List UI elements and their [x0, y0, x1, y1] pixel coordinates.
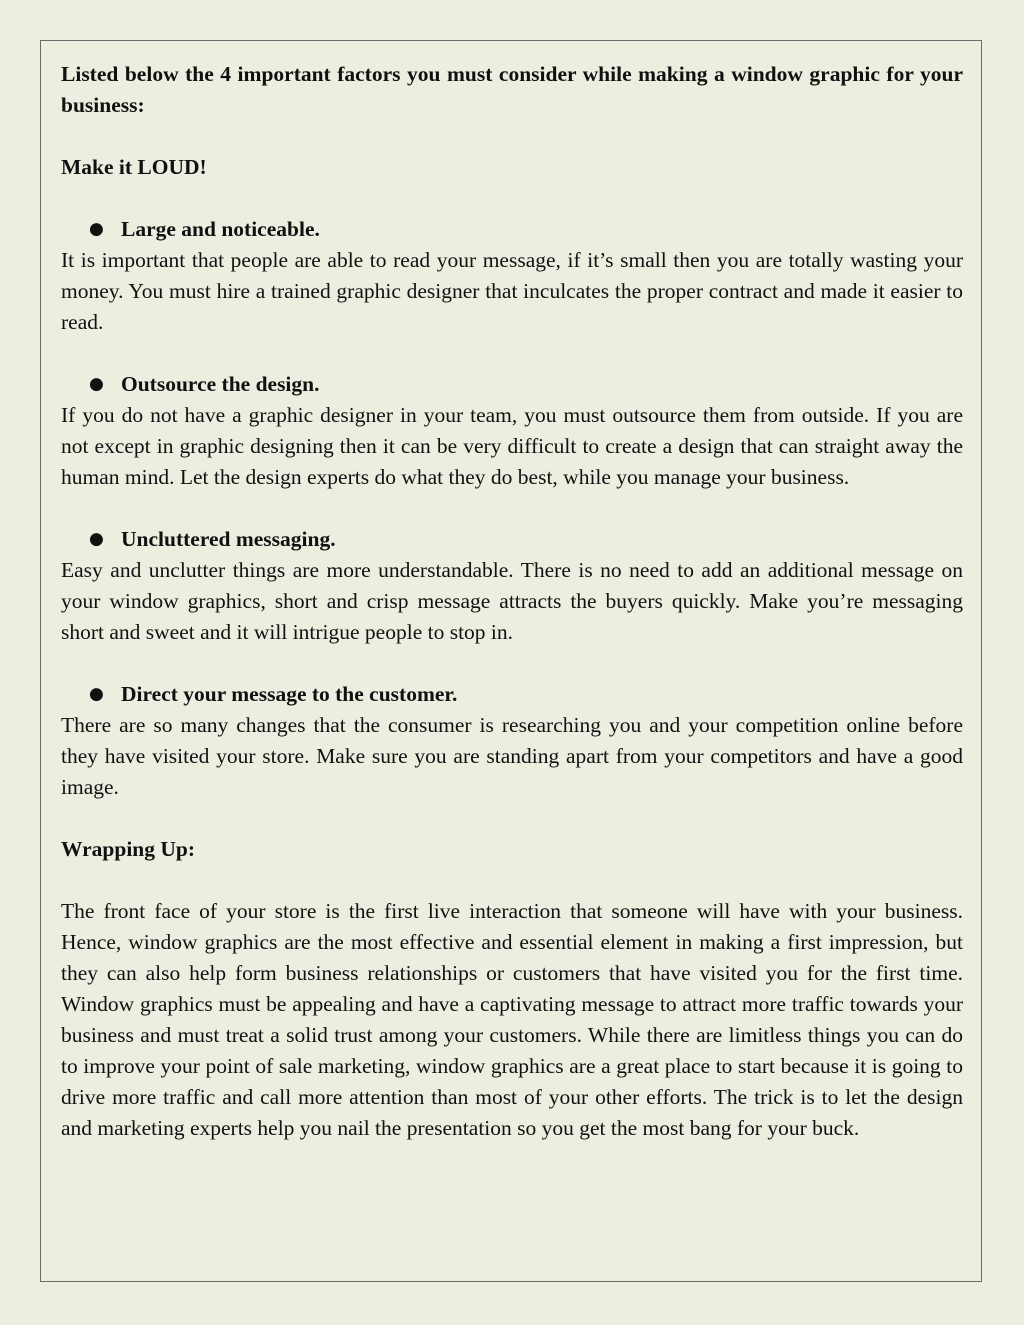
heading-make-it-loud: Make it LOUD!: [61, 155, 207, 179]
intro-text: Listed below the 4 important factors you must consider while making a window graphic for your business:: [61, 62, 963, 117]
bullet-icon: ●: [89, 684, 104, 704]
section-outsource-design: [61, 369, 963, 493]
bullet-heading: [61, 369, 963, 400]
bullet-icon: ●: [89, 529, 104, 549]
conclusion-text: The front face of your store is the first live interaction that someone will have with your business. Hence, window graphics are the most effective and essential element in making a first impression, but they can also help form business relationships or customers that have visited you for the first time. Window graphics must be appealing and have a captivating message to attract more traffic towards your business and must treat a solid trust among your customers. While there are limitless things you can do to improve your point of sale marketing, window graphics are a great place to start because it is going to drive more traffic and call more attention than most of your other efforts. The trick is to let the design and marketing experts help you nail the presentation so you get the most bang for your buck.: [61, 899, 963, 1140]
section-direct-message: [61, 679, 963, 803]
section-body: It is important that people are able to read your message, if it’s small then you are totally wasting your money. You must hire a trained graphic designer that inculcates the proper contract and made it easier to read.: [61, 248, 963, 334]
heading-wrapping-up: Wrapping Up:: [61, 837, 196, 861]
section-body: If you do not have a graphic designer in your team, you must outsource them from outside. If you are not except in graphic designing then it can be very difficult to create a design that can straight away the human mind. Let the design experts do what they do best, while you manage your business.: [61, 403, 963, 489]
section-body: Easy and unclutter things are more understandable. There is no need to add an additional message on your window graphics, short and crisp message attracts the buyers quickly. Make you’re messaging short and sweet and it will intrigue people to stop in.: [61, 558, 963, 644]
section-uncluttered-messaging: [61, 524, 963, 648]
bullet-heading: [61, 214, 963, 245]
bullet-heading: [61, 679, 963, 710]
bullet-icon: ●: [89, 219, 104, 239]
section-body: There are so many changes that the consumer is researching you and your competition online before they have visited your store. Make sure you are standing apart from your competitors and have a good image.: [61, 713, 963, 799]
bullet-title: Outsource the design.: [121, 372, 320, 396]
document-body: [61, 59, 963, 1144]
section-large-noticeable: [61, 214, 963, 338]
bullet-heading: [61, 524, 963, 555]
bullet-title: Direct your message to the customer.: [121, 682, 458, 706]
bullet-icon: ●: [89, 374, 104, 394]
bullet-title: Uncluttered messaging.: [121, 527, 336, 551]
bullet-title: Large and noticeable.: [121, 217, 320, 241]
